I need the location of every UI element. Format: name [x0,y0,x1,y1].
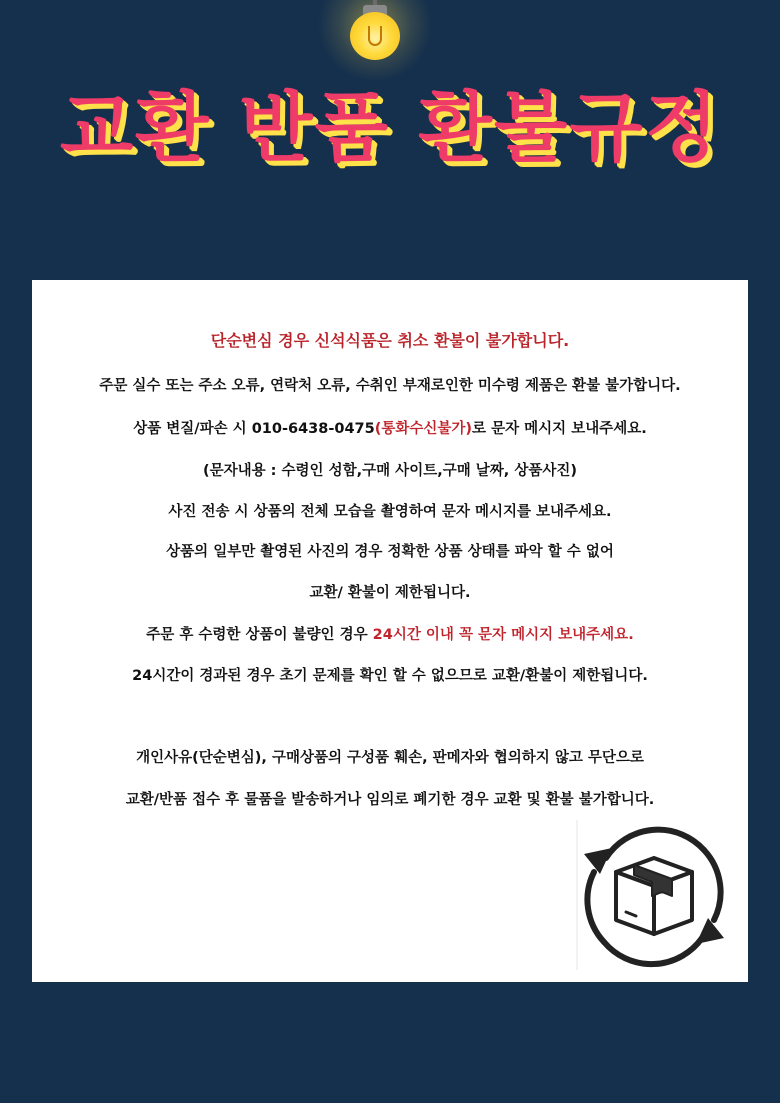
notice-line-2-suffix: 로 문자 메시지 보내주세요. [472,421,647,437]
notice-line-3: (문자내용 : 수령인 성함,구매 사이트,구매 날짜, 상품사진) [202,463,578,479]
notice-line-2-highlight: (통화수신불가) [374,421,473,437]
notice-line-7-prefix: 주문 후 수령한 상품이 불량인 경우 [146,627,373,643]
notice-line-7 [32,625,748,645]
box-return-icon [576,820,734,970]
page-title: 교환 반품 환불규정 [59,83,721,172]
notice-line-4: 사진 전송 시 상품의 전체 모습을 촬영하여 문자 메시지를 보내주세요. [168,504,612,520]
notice-panel [32,280,748,982]
notice-headline: 단순변심 경우 신석식품은 취소 환불이 불가합니다. [210,331,570,350]
notice-line-6: 교환/ 환불이 제한됩니다. [309,585,471,601]
notice-line-10: 교환/반품 접수 후 물품을 발송하거나 임의로 폐기한 경우 교환 및 환불 불가합니다. [125,792,655,808]
notice-line-9: 개인사유(단순변심), 구매상품의 구성품 훼손, 판메자와 협의하지 않고 무단으로 [136,750,644,766]
notice-line-8: 24시간이 경과된 경우 초기 문제를 확인 할 수 없으므로 교환/환불이 제한됩니다. [132,668,648,684]
notice-line-7-highlight: 24시간 이내 꼭 문자 메시지 보내주세요. [372,627,634,643]
notice-line-2-prefix: 상품 변질/파손 시 010-6438-0475 [133,421,375,437]
lamp-filament [368,26,382,46]
notice-line-5: 상품의 일부만 촬영된 사진의 경우 정확한 상품 상태를 파악 할 수 없어 [166,544,614,560]
notice-line-1: 주문 실수 또는 주소 오류, 연락처 오류, 수취인 부재로인한 미수령 제품은 환불 불가합니다. [99,378,681,394]
notice-line-2 [32,419,748,439]
